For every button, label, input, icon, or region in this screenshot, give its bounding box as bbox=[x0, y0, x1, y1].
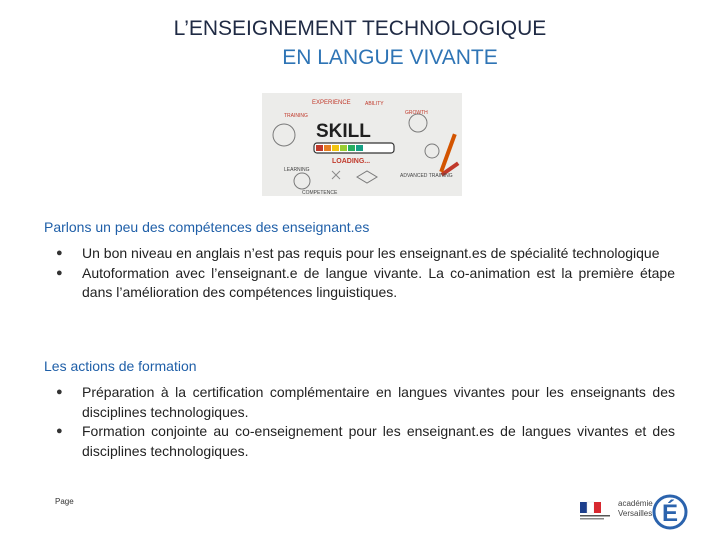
list-item: ● Préparation à la certification complémentaire en langues vivantes pour les enseignants des disciplines technologiques. bbox=[44, 383, 675, 422]
academy-line-1: académie bbox=[618, 499, 653, 508]
footer-logos bbox=[578, 486, 688, 532]
hero-label-growth: GROWTH bbox=[405, 110, 428, 116]
academy-letter: É bbox=[661, 500, 679, 527]
section-heading-formation: Les actions de formation bbox=[44, 358, 197, 374]
list-item: ● Autoformation avec l’enseignant.e de langue vivante. La co-animation est la première étape dans l’amélioration des compétences linguistiques. bbox=[44, 264, 675, 303]
competences-list bbox=[44, 244, 675, 303]
hero-label-experience: EXPERIENCE bbox=[312, 100, 351, 106]
section-heading-competences: Parlons un peu des compétences des enseignant.es bbox=[44, 219, 370, 235]
formation-list bbox=[44, 383, 675, 461]
title-line-2: EN LANGUE VIVANTE bbox=[282, 46, 498, 69]
title-line-1: L’ENSEIGNEMENT TECHNOLOGIQUE bbox=[173, 17, 547, 40]
hero-label-competence: COMPETENCE bbox=[302, 190, 338, 196]
hero-skill-word: SKILL bbox=[316, 121, 371, 142]
hero-label-ability: ABILITY bbox=[365, 101, 384, 107]
list-item: ● Un bon niveau en anglais n’est pas requis pour les enseignant.es de spécialité technologique bbox=[44, 244, 675, 264]
academy-line-2: Versailles bbox=[618, 509, 653, 518]
hero-label-learning: LEARNING bbox=[284, 167, 310, 173]
republique-francaise-logo bbox=[580, 502, 610, 520]
list-item: ● Formation conjointe au co-enseignement pour les enseignant.es de langues vivantes et des disciplines technologiques. bbox=[44, 422, 675, 461]
skill-loading-illustration bbox=[262, 93, 462, 196]
slide-title bbox=[0, 14, 720, 72]
page-label: Page bbox=[55, 497, 74, 506]
hero-label-training: TRAINING bbox=[284, 113, 308, 119]
academie-versailles-logo bbox=[618, 496, 686, 528]
hero-loading-label: LOADING... bbox=[332, 158, 371, 165]
hero-label-advanced-training: ADVANCED TRAINING bbox=[400, 173, 453, 179]
